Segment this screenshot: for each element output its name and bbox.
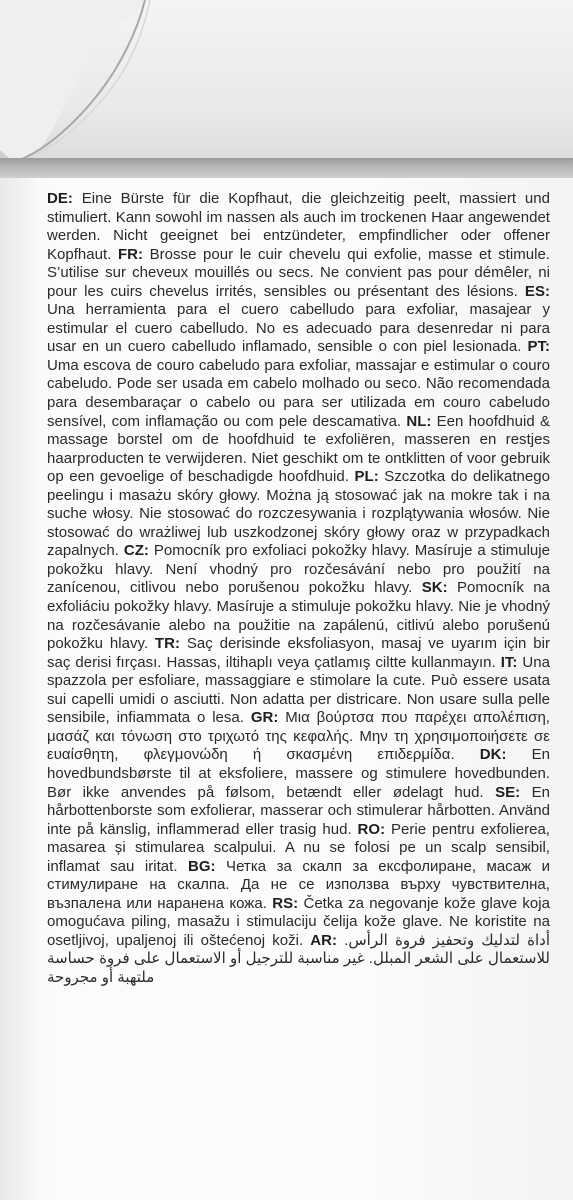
box-edge <box>0 158 573 178</box>
language-text: Eine Bürste für die Kopfhaut, die gleichzeitig peelt, massiert und stimuliert. Kann sowohl im nassen als auch im trockenen Haar angewendet werden. Nicht geeignet bei entzündeter, empfindlicher oder offener Kopfhaut. <box>47 190 550 263</box>
language-code: GR: <box>250 709 279 727</box>
language-code: ES: <box>524 282 550 300</box>
box-top-area <box>0 0 573 190</box>
language-text: Četka za negovanje kože glave koja omogućava piling, masažu i stimulaciju čelija kože glave. Ne koristite na osetljivoj, upaljenoj ili oštećenoj koži. <box>47 894 550 949</box>
language-code: PL: <box>354 468 379 486</box>
language-text: Szczotka do delikatnego peelingu i masażu skóry głowy. Można ją stosować jak na mokre tak i na suche włosy. Nie stosować do rozczesywania i rozplątywania włosów. Nie stosować do wrażliwej lub uszkodzonej skóry głowy oraz w przypadkach zapalnych. <box>47 468 550 560</box>
language-text: Pomocník na exfoliáciu pokožky hlavy. Masíruje a stimuluje pokožku hlavy. Nie je vhodný na rozčesávanie alebo na použitie na zapálenú, citlivú alebo porušenú pokožku hlavy. <box>47 579 550 653</box>
language-code: RO: <box>357 820 386 838</box>
language-text: أداة لتدليك وتحفيز فروة الرأس. للاستعمال على الشعر المبلل. غير مناسبة للترجيل أو الاستعمال على فروة حساسة ملتهبة أو مجروحة <box>47 931 550 986</box>
language-code: FR: <box>117 245 144 263</box>
language-text: En hovedbundsbørste til at eksfoliere, massere og stimulere hovedbunden. Bør ikke anvendes på følsom, betændt eller ødelagt hud. <box>47 746 550 801</box>
language-text: Perie pentru exfolierea, masarea și stimularea scalpului. A nu se folosi pe un scalp sensibil, inflamat sau iritat. <box>47 820 550 875</box>
language-code: DE: <box>47 190 73 207</box>
box-top-face <box>14 0 573 160</box>
language-text: Una herramienta para el cuero cabelludo para exfoliar, masajear y estimular el cuero cabelludo. No es adecuado para desenredar ni para usar en un cuero cabelludo inflamado, sensible o con piel lesionada. <box>47 301 550 356</box>
language-code: PT: <box>527 338 550 356</box>
language-code: DK: <box>479 746 507 764</box>
language-code: NL: <box>406 412 432 430</box>
language-code: AR: <box>310 931 338 949</box>
language-code: IT: <box>500 653 518 671</box>
language-code: RS: <box>272 894 299 912</box>
language-text: Una spazzola per esfoliare, massaggiare e stimolare la cute. Può essere usata sui capelli umidi o asciutti. Non adatta per districare. Non usare sulla pelle sensibile, infiammata o lesa. <box>47 653 550 727</box>
language-code: SK: <box>421 579 448 597</box>
language-text: En hårbottenborste som exfolierar, masserar och stimulerar hårbotten. Använd inte på känslig, inflammerad eller trasig hud. <box>47 783 550 838</box>
language-text: Pomocník pro exfoliaci pokožky hlavy. Masíruje a stimuluje pokožku hlavy. Není vhodný pro rozčesávání nebo pro použití na zanícenou, citlivou nebo porušenou pokožku hlavy. <box>47 542 550 597</box>
language-code: TR: <box>154 635 180 653</box>
multilingual-text-block <box>47 190 550 1175</box>
language-text: Uma escova de couro cabeludo para exfoliar, massajar e estimular o couro cabeludo. Pode ser usada em cabelo molhado ou seco. Não recomendada para desembaraçar o cabelo ou para ser utilizada em couro cabeludo sensível, com inflamação ou com pele descamativa. <box>47 356 550 430</box>
language-text: Четка за скалп за ексфолиране, масаж и стимулиране на скалпа. Да не се използва върху чувствителна, възпалена или наранена кожа. <box>47 857 550 912</box>
language-text: Saç derisinde eksfoliasyon, masaj ve uyarım için bir saç derisi fırçası. Hassas, iltihaplı veya çatlamış ciltte kullanmayın. <box>47 635 550 671</box>
language-code: BG: <box>188 857 216 875</box>
language-text: Een hoofdhuid & massage borstel om de hoofdhuid te exfoliëren, masseren en restjes haarproducten te verwijderen. Niet geschikt om te ontklitten of voor gebruik op een gevoelige of beschadigde hoofdhuid. <box>47 412 550 486</box>
language-text: Μια βούρτσα που παρέχει απολέπιση, μασάζ και τόνωση στο τριχωτό της κεφαλής. Μην τη χρησιμοποιήσετε σε ευαίσθητη, φλεγμονώδη ή σκασμένη επιδερμίδα. <box>47 709 550 764</box>
language-code: CZ: <box>123 542 149 560</box>
panel-shade <box>0 178 40 1200</box>
language-text: Brosse pour le cuir chevelu qui exfolie, masse et stimule. S’utilise sur cheveux mouillés ou secs. Ne convient pas pour démêler, ni pour les cuirs chevelus irrités, sensibles ou présentant des lésions. <box>47 245 550 300</box>
language-code: SE: <box>495 783 521 801</box>
product-description <box>47 190 550 988</box>
